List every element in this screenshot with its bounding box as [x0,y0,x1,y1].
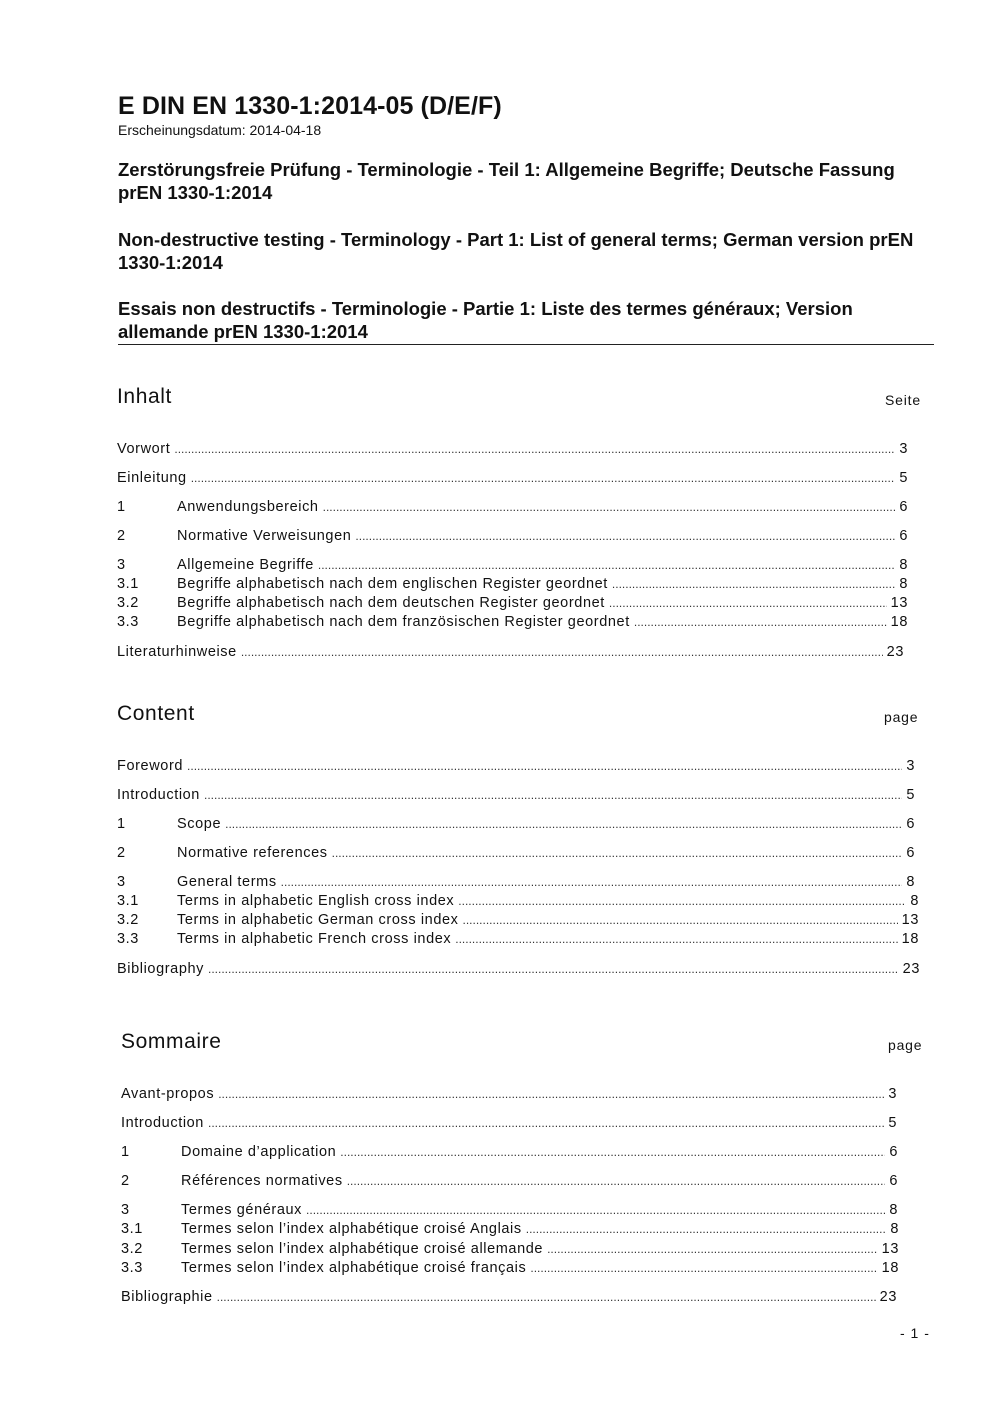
toc-entry-page: 5 [888,1115,897,1131]
toc-entry-page: 6 [889,1173,898,1189]
dot-leader [281,875,903,889]
header-divider [118,344,934,345]
toc-entry-page: 23 [902,961,920,977]
dot-leader [217,1290,876,1304]
toc-entry[interactable] [117,499,908,517]
toc-entry-number: 3.3 [117,614,139,630]
toc-entry-number: 3.1 [117,893,139,909]
toc-entry[interactable] [121,1202,898,1220]
title-english: Non-destructive testing - Terminology - Part 1: List of general terms; German version prEN 1330-1:2014 [118,229,914,273]
toc-entry[interactable] [117,595,908,613]
toc-entry-page: 3 [906,758,915,774]
toc-entry-label: Bibliographie [121,1289,213,1305]
toc-entry-page: 18 [901,931,919,947]
toc-entry-number: 2 [117,845,126,861]
toc-entry[interactable] [117,874,915,892]
dot-leader [323,500,896,514]
toc-entry[interactable] [117,441,908,459]
dot-leader [355,529,895,543]
toc-entry-label: Bibliography [117,961,204,977]
dot-leader [225,817,902,831]
toc-entry-page: 18 [881,1260,899,1276]
toc-entry-number: 3.2 [121,1241,143,1257]
toc-heading-english: Content [117,702,195,725]
toc-entry[interactable] [117,961,920,979]
toc-entry-label: Termes selon l’index alphabétique croisé allemande [181,1241,544,1257]
toc-entry-label: Scope [177,816,222,832]
dot-leader [530,1261,877,1275]
toc-entry-label: Literaturhinweise [117,644,237,660]
toc-entry-label: Domaine d’application [181,1144,337,1160]
toc-entry-label: Normative Verweisungen [177,528,352,544]
dot-leader [526,1222,887,1236]
toc-entry[interactable] [121,1221,899,1239]
toc-entry-page: 6 [899,499,908,515]
toc-entry-number: 2 [121,1173,130,1189]
toc-heading-german: Inhalt [117,385,172,408]
toc-entry[interactable] [121,1241,899,1259]
publication-date: Erscheinungsdatum: 2014-04-18 [118,122,322,138]
toc-entry[interactable] [121,1115,897,1133]
toc-entry-page: 5 [899,470,908,486]
toc-page-label-english: page [884,709,919,725]
dot-leader [547,1242,878,1256]
toc-entry-label: Références normatives [181,1173,343,1189]
toc-entry-number: 3.1 [121,1221,143,1237]
dot-leader [218,1087,884,1101]
toc-entry-label: Introduction [121,1115,204,1131]
toc-entry-number: 1 [117,816,126,832]
toc-entry-label: Terms in alphabetic German cross index [177,912,459,928]
dot-leader [191,471,896,485]
toc-entry-number: 3.2 [117,912,139,928]
toc-entry-label: Foreword [117,758,184,774]
toc-entry-label: Normative references [177,845,328,861]
dot-leader [204,788,902,802]
dot-leader [340,1145,885,1159]
toc-entry[interactable] [121,1289,897,1307]
toc-entry[interactable] [117,614,908,632]
dot-leader [634,615,887,629]
toc-entry-label: Begriffe alphabetisch nach dem deutschen Register geordnet [177,595,605,611]
toc-entry[interactable] [117,557,908,575]
toc-entry-label: Begriffe alphabetisch nach dem englischen Register geordnet [177,576,608,592]
dot-leader [612,577,895,591]
toc-entry-page: 18 [890,614,908,630]
toc-entry-page: 8 [899,576,908,592]
dot-leader [208,962,899,976]
toc-entry-number: 3 [121,1202,130,1218]
toc-entry-label: Anwendungsbereich [177,499,319,515]
toc-entry-page: 6 [899,528,908,544]
toc-entry[interactable] [121,1086,897,1104]
dot-leader [306,1203,885,1217]
toc-entry-label: Terms in alphabetic English cross index [177,893,455,909]
toc-entry-page: 13 [901,912,919,928]
toc-entry[interactable] [117,816,915,834]
toc-entry-page: 6 [906,816,915,832]
toc-entry[interactable] [117,758,915,776]
page-number: - 1 - [900,1325,930,1341]
toc-entry-label: Termes selon l’index alphabétique croisé français [181,1260,527,1276]
toc-entry[interactable] [121,1260,899,1278]
toc-entry-label: Begriffe alphabetisch nach dem französischen Register geordnet [177,614,630,630]
toc-entry-label: Introduction [117,787,200,803]
toc-page-label-french: page [888,1037,923,1053]
dot-leader [208,1116,884,1130]
dot-leader [241,645,883,659]
toc-entry-page: 6 [889,1144,898,1160]
toc-entry-page: 3 [899,441,908,457]
dot-leader [458,894,906,908]
toc-entry-label: Avant-propos [121,1086,215,1102]
toc-entry-label: Termes généraux [181,1202,303,1218]
toc-entry-number: 1 [117,499,126,515]
toc-entry[interactable] [117,893,919,911]
toc-heading-french: Sommaire [121,1030,222,1053]
toc-entry-page: 5 [906,787,915,803]
dot-leader [455,932,897,946]
dot-leader [332,846,903,860]
toc-entry-number: 3.1 [117,576,139,592]
toc-entry-page: 13 [890,595,908,611]
dot-leader [187,759,902,773]
toc-page-label-german: Seite [885,392,921,408]
toc-entry[interactable] [117,931,919,949]
toc-entry-page: 23 [879,1289,897,1305]
toc-entry[interactable] [117,576,908,594]
toc-entry-page: 23 [886,644,904,660]
title-french: Essais non destructifs - Terminologie - Partie 1: Liste des termes généraux; Version allemande prEN 1330-1:2014 [118,298,853,342]
toc-entry-page: 8 [890,1221,899,1237]
toc-entry-number: 3.2 [117,595,139,611]
toc-entry-number: 2 [117,528,126,544]
toc-entry[interactable] [121,1144,898,1162]
toc-entry-label: Termes selon l’index alphabétique croisé Anglais [181,1221,522,1237]
toc-entry[interactable] [117,644,904,662]
document-number: E DIN EN 1330-1:2014-05 (D/E/F) [118,92,502,120]
toc-entry-number: 3 [117,874,126,890]
toc-entry-number: 3.3 [121,1260,143,1276]
toc-entry-number: 3 [117,557,126,573]
toc-entry[interactable] [117,912,919,930]
toc-entry-label: Terms in alphabetic French cross index [177,931,452,947]
toc-entry-label: General terms [177,874,277,890]
toc-entry[interactable] [121,1173,898,1191]
dot-leader [463,913,898,927]
title-german: Zerstörungsfreie Prüfung - Terminologie - Teil 1: Allgemeine Begriffe; Deutsche Fassung prEN 1330-1:2014 [118,159,895,203]
toc-entry-page: 13 [881,1241,899,1257]
toc-entry-number: 3.3 [117,931,139,947]
toc-entry-page: 8 [910,893,919,909]
toc-entry[interactable] [117,787,915,805]
dot-leader [347,1174,886,1188]
toc-entry-page: 8 [906,874,915,890]
toc-entry[interactable] [117,470,908,488]
toc-entry[interactable] [117,528,908,546]
toc-entry-page: 8 [899,557,908,573]
dot-leader [318,558,895,572]
dot-leader [174,442,895,456]
toc-entry-number: 1 [121,1144,130,1160]
toc-entry-label: Vorwort [117,441,171,457]
toc-entry-page: 6 [906,845,915,861]
toc-entry-page: 8 [889,1202,898,1218]
toc-entry-label: Allgemeine Begriffe [177,557,314,573]
toc-entry-label: Einleitung [117,470,187,486]
toc-entry[interactable] [117,845,915,863]
dot-leader [609,596,887,610]
toc-entry-page: 3 [888,1086,897,1102]
